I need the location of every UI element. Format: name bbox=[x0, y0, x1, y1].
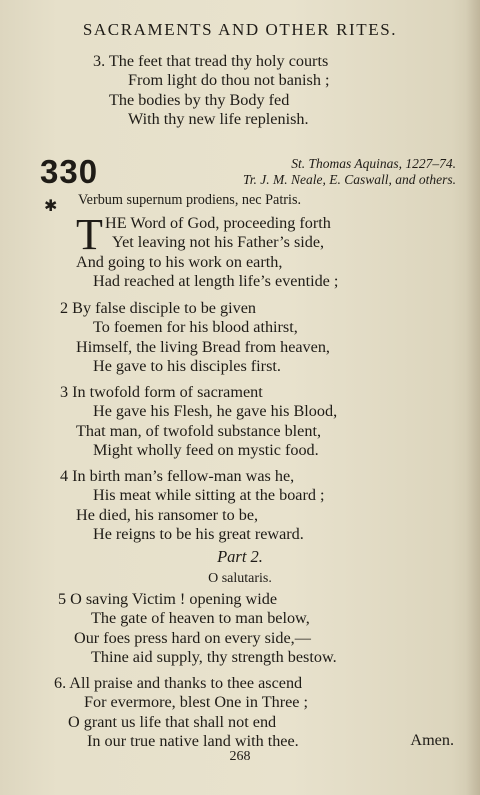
stanza-line: Might wholly feed on mystic food. bbox=[93, 441, 319, 460]
hymn-number: 330 bbox=[40, 153, 99, 190]
stanza-line: 3 In twofold form of sacrament bbox=[60, 383, 263, 401]
stanza-1 bbox=[76, 210, 339, 292]
stanza-line: O grant us life that shall not end bbox=[68, 712, 277, 731]
stanza-line: 5 O saving Victim ! opening wide bbox=[58, 590, 278, 608]
stanza-line: He reigns to be his great reward. bbox=[93, 525, 304, 544]
stanza-line: Thine aid supply, thy strength bestow. bbox=[91, 648, 337, 667]
hymn-attribution bbox=[243, 156, 456, 188]
stanza-line: The bodies by thy Body fed bbox=[109, 90, 290, 109]
stanza-5 bbox=[58, 590, 337, 668]
stanza-line: To foemen for his blood athirst, bbox=[93, 318, 298, 337]
previous-hymn-stanza bbox=[93, 52, 329, 130]
stanza-line: With thy new life replenish. bbox=[128, 110, 309, 129]
stanza-line: In our true native land with thee. bbox=[87, 732, 299, 751]
hymn-author: St. Thomas Aquinas, 1227–74. bbox=[291, 156, 456, 171]
stanza-line: His meat while sitting at the board ; bbox=[93, 486, 325, 505]
stanza-line: And going to his work on earth, bbox=[76, 252, 283, 271]
stanza-3 bbox=[60, 383, 337, 461]
stanza-line: He gave his Flesh, he gave his Blood, bbox=[93, 402, 338, 421]
part-latin-title: O salutaris. bbox=[208, 571, 272, 586]
amen: Amen. bbox=[410, 731, 454, 749]
stanza-6 bbox=[54, 674, 308, 752]
drop-cap: T bbox=[76, 210, 103, 259]
running-header: SACRAMENTS AND OTHER RITES. bbox=[82, 20, 398, 39]
stanza-line: For evermore, blest One in Three ; bbox=[84, 693, 309, 712]
stanza-line: He died, his ransomer to be, bbox=[76, 505, 259, 524]
page-edge-shadow bbox=[466, 0, 480, 795]
stanza-4 bbox=[60, 467, 325, 545]
stanza-line: Had reached at length life’s eventide ; bbox=[93, 272, 339, 291]
asterisk-mark: ✱ bbox=[44, 198, 58, 215]
stanza-line: Our foes press hard on every side,— bbox=[74, 628, 311, 647]
stanza-2 bbox=[60, 299, 330, 377]
stanza-line: HE Word of God, proceeding forth bbox=[105, 214, 331, 232]
stanza-line: He gave to his disciples first. bbox=[93, 357, 281, 376]
stanza-line: 3. The feet that tread thy holy courts bbox=[93, 52, 329, 70]
stanza-line: That man, of twofold substance blent, bbox=[76, 421, 322, 440]
stanza-line: 6. All praise and thanks to thee ascend bbox=[54, 674, 303, 692]
page-number: 268 bbox=[229, 749, 251, 764]
part-heading: Part 2. bbox=[217, 547, 263, 566]
stanza-line: 2 By false disciple to be given bbox=[60, 299, 257, 317]
stanza-line: The gate of heaven to man below, bbox=[91, 609, 310, 628]
stanza-line: Himself, the living Bread from heaven, bbox=[76, 337, 330, 356]
stanza-line: 4 In birth man’s fellow-man was he, bbox=[60, 467, 295, 485]
stanza-line: From light do thou not banish ; bbox=[128, 71, 330, 90]
stanza-line: Yet leaving not his Father’s side, bbox=[112, 233, 325, 252]
latin-title: Verbum supernum prodiens, nec Patris. bbox=[78, 192, 302, 208]
hymn-translator: Tr. J. M. Neale, E. Caswall, and others. bbox=[242, 172, 456, 187]
